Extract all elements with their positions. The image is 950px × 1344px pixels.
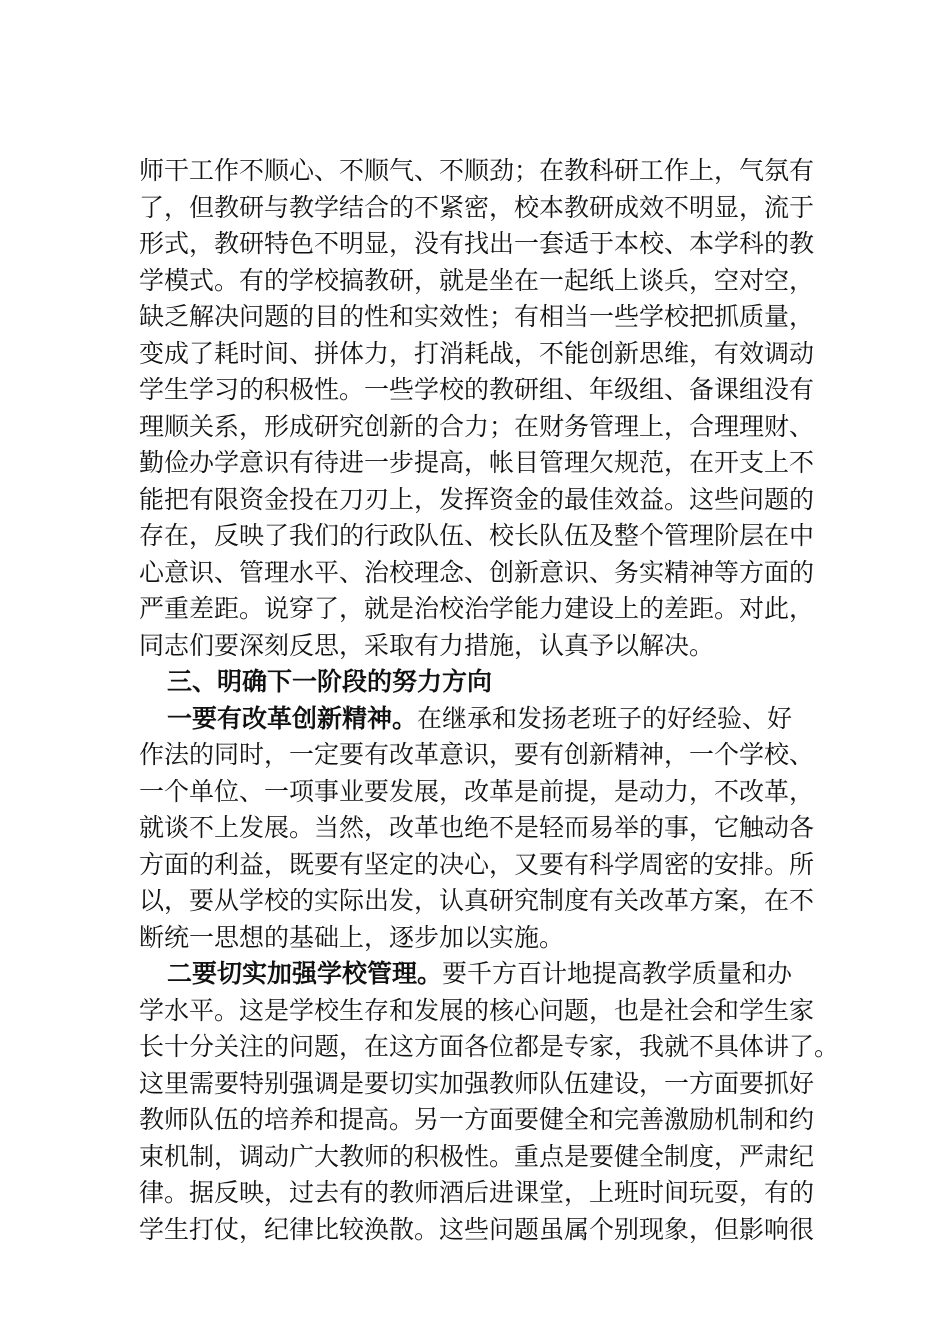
text-line: 一个单位、一项事业要发展，改革是前提，是动力，不改革，	[139, 776, 815, 806]
text-line: 作法的同时，一定要有改革意识，要有创新精神，一个学校、	[139, 740, 815, 769]
text-line: 束机制，调动广大教师的积极性。重点是要健全制度，严肃纪	[139, 1141, 815, 1171]
text-line: 学水平。这是学校生存和发展的核心问题，也是社会和学生家	[139, 995, 815, 1025]
text-line: 就谈不上发展。当然，改革也绝不是轻而易举的事，它触动各	[139, 813, 815, 842]
text-line: 学生打仗，纪律比较涣散。这些问题虽属个别现象，但影响很	[139, 1214, 815, 1244]
text-line: 了，但教研与教学结合的不紧密，校本教研成效不明显，流于	[139, 192, 815, 222]
text-line: 变成了耗时间、拼体力，打消耗战，不能创新思维，有效调动	[139, 338, 815, 368]
text-line: 断统一思想的基础上，逐步加以实施。	[139, 922, 565, 952]
body-text	[139, 153, 839, 1248]
text-line: 勤俭办学意识有待进一步提高，帐目管理欠规范，在开支上不	[139, 448, 815, 477]
text-line: 形式，教研特色不明显，没有找出一套适于本校、本学科的教	[139, 229, 815, 258]
text-line: 学模式。有的学校搞教研，就是坐在一起纸上谈兵，空对空，	[139, 265, 815, 295]
first-line-text: 要千方百计地提高教学质量和办	[442, 959, 793, 988]
text-line: 能把有限资金投在刀刃上，发挥资金的最佳效益。这些问题的	[139, 484, 815, 514]
bold-lead: 二要切实加强学校管理。	[167, 959, 443, 988]
paragraph-first-line	[139, 956, 839, 993]
text-line: 长十分关注的问题，在这方面各位都是专家，我就不具体讲了。	[139, 1032, 840, 1061]
section-heading: 三、明确下一阶段的努力方向	[167, 667, 493, 696]
text-line: 同志们要深刻反思，采取有力措施，认真予以解决。	[139, 630, 715, 660]
text-line: 以，要从学校的实际出发，认真研究制度有关改革方案，在不	[139, 886, 815, 915]
paragraph-first-line	[139, 701, 839, 738]
text-line: 存在，反映了我们的行政队伍、校长队伍及整个管理阶层在中	[139, 521, 815, 550]
text-line: 教师队伍的培养和提高。另一方面要健全和完善激励机制和约	[139, 1105, 815, 1134]
text-line: 严重差距。说穿了，就是治校治学能力建设上的差距。对此，	[139, 594, 815, 623]
text-line: 这里需要特别强调是要切实加强教师队伍建设，一方面要抓好	[139, 1068, 815, 1098]
bold-lead: 一要有改革创新精神。	[167, 703, 418, 733]
text-line: 心意识、管理水平、治校理念、创新意识、务实精神等方面的	[139, 557, 815, 587]
text-line: 缺乏解决问题的目的性和实效性；有相当一些学校把抓质量，	[139, 302, 815, 331]
text-line: 师干工作不顺心、不顺气、不顺劲；在教科研工作上，气氛有	[139, 156, 815, 185]
text-line: 理顺关系，形成研究创新的合力；在财务管理上，合理理财、	[139, 411, 815, 441]
first-line-text: 在继承和发扬老班子的好经验、好	[417, 703, 793, 733]
text-line: 方面的利益，既要有坚定的决心，又要有科学周密的安排。所	[139, 849, 815, 879]
text-line: 律。据反映，过去有的教师酒后进课堂，上班时间玩耍，有的	[139, 1178, 815, 1207]
text-line: 学生学习的积极性。一些学校的教研组、年级组、备课组没有	[139, 375, 815, 404]
